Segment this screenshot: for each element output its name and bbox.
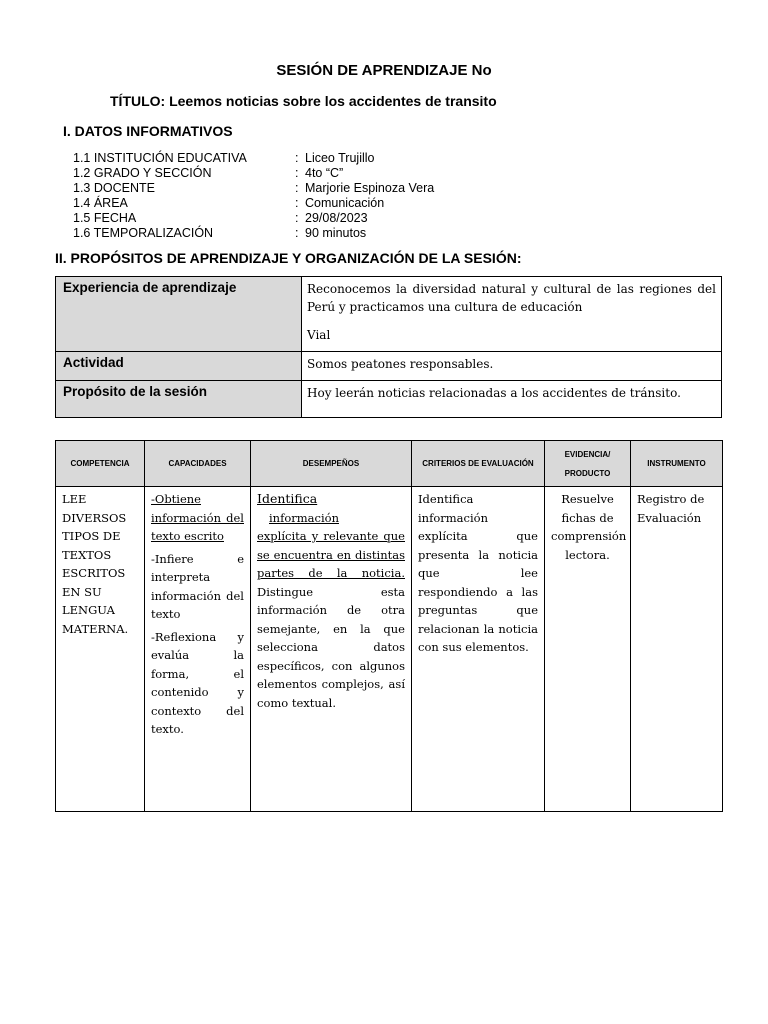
criterios-cell: Identifica información explícita que presenta la noticia que lee respondiendo a las preguntas que relacionan la noticia con sus elementos. [412, 487, 545, 812]
propositos-table [55, 276, 722, 418]
datos-value: Liceo Trujillo [305, 151, 375, 165]
datos-list [73, 151, 434, 241]
proposito-label: Propósito de la sesión [56, 381, 302, 418]
datos-colon: : [295, 226, 299, 240]
actividad-label: Actividad [56, 352, 302, 381]
header-criterios: CRITERIOS DE EVALUACIÓN [412, 441, 545, 487]
section-datos-heading: I. DATOS INFORMATIVOS [63, 123, 233, 139]
section-propositos-heading: II. PROPÓSITOS DE APRENDIZAJE Y ORGANIZACIÓN DE LA SESIÓN: [55, 250, 522, 266]
desempenos-cell [251, 487, 412, 812]
datos-label: 1.1 INSTITUCIÓN EDUCATIVA [73, 151, 247, 165]
experiencia-cell [302, 277, 722, 352]
header-competencia: COMPETENCIA [56, 441, 145, 487]
datos-colon: : [295, 196, 299, 210]
session-title: SESIÓN DE APRENDIZAJE No [276, 62, 492, 79]
datos-value: 29/08/2023 [305, 211, 368, 225]
actividad-value: Somos peatones responsables. [302, 352, 722, 381]
instrumento-cell: Registro de Evaluación [631, 487, 723, 812]
datos-value: 90 minutos [305, 226, 367, 240]
capacidad-1: -Obtiene información del texto escrito [151, 492, 244, 543]
datos-label: 1.4 ÁREA [73, 196, 128, 210]
capacidades-cell [145, 487, 251, 812]
datos-colon: : [295, 166, 299, 180]
datos-row [73, 226, 434, 241]
datos-label: 1.2 GRADO Y SECCIÓN [73, 166, 212, 180]
datos-value: Marjorie Espinoza Vera [305, 181, 435, 195]
datos-label: 1.6 TEMPORALIZACIÓN [73, 226, 214, 240]
header-desempenos: DESEMPEÑOS [251, 441, 412, 487]
experiencia-value: Reconocemos la diversidad natural y cultural de las regiones del Perú y practicamos una cultura de educación [307, 282, 716, 314]
table-header-row [56, 441, 723, 487]
datos-colon: : [295, 151, 299, 165]
header-evidencia [545, 441, 631, 487]
competencia-cell: LEE DIVERSOS TIPOS DE TEXTOS ESCRITOS EN SU LENGUA MATERNA. [56, 487, 145, 812]
table-row [56, 487, 723, 812]
capacidad-2: -Infiere e interpreta información del texto [151, 551, 244, 621]
table-row [56, 381, 722, 418]
datos-colon: : [295, 181, 299, 195]
desempeno-2: información [269, 510, 339, 525]
header-evidencia-line1: EVIDENCIA/ [564, 449, 611, 459]
proposito-value: Hoy leerán noticias relacionadas a los accidentes de tránsito. [302, 381, 722, 418]
header-instrumento: INSTRUMENTO [631, 441, 723, 487]
capacidad-3: -Reflexiona y evalúa la forma, el contenido y contexto del texto. [151, 629, 244, 736]
datos-label: 1.3 DOCENTE [73, 181, 155, 195]
datos-row [73, 166, 434, 181]
datos-row [73, 211, 434, 226]
header-capacidades: CAPACIDADES [145, 441, 251, 487]
desempeno-1: Identifica [257, 491, 318, 506]
table-row [56, 277, 722, 352]
datos-value: 4to “C” [305, 166, 344, 180]
desempeno-3: explícita y relevante que se encuentra en distintas partes de la noticia. [257, 529, 405, 580]
table-row [56, 352, 722, 381]
experiencia-label: Experiencia de aprendizaje [56, 277, 302, 352]
experiencia-value-2: Vial [307, 328, 331, 342]
desempeno-4: Distingue esta información de otra semejante, en la que selecciona datos específicos, con algunos elementos complejos, así como textual. [257, 584, 405, 710]
evidencia-cell: Resuelve fichas de comprensión lectora. [545, 487, 631, 812]
header-evidencia-line2: PRODUCTO [564, 468, 611, 478]
datos-label: 1.5 FECHA [73, 211, 137, 225]
datos-row [73, 181, 434, 196]
session-topic: TÍTULO: Leemos noticias sobre los accidentes de transito [110, 93, 497, 109]
competencias-table [55, 440, 723, 812]
datos-row [73, 151, 434, 166]
datos-row [73, 196, 434, 211]
datos-colon: : [295, 211, 299, 225]
datos-value: Comunicación [305, 196, 385, 210]
